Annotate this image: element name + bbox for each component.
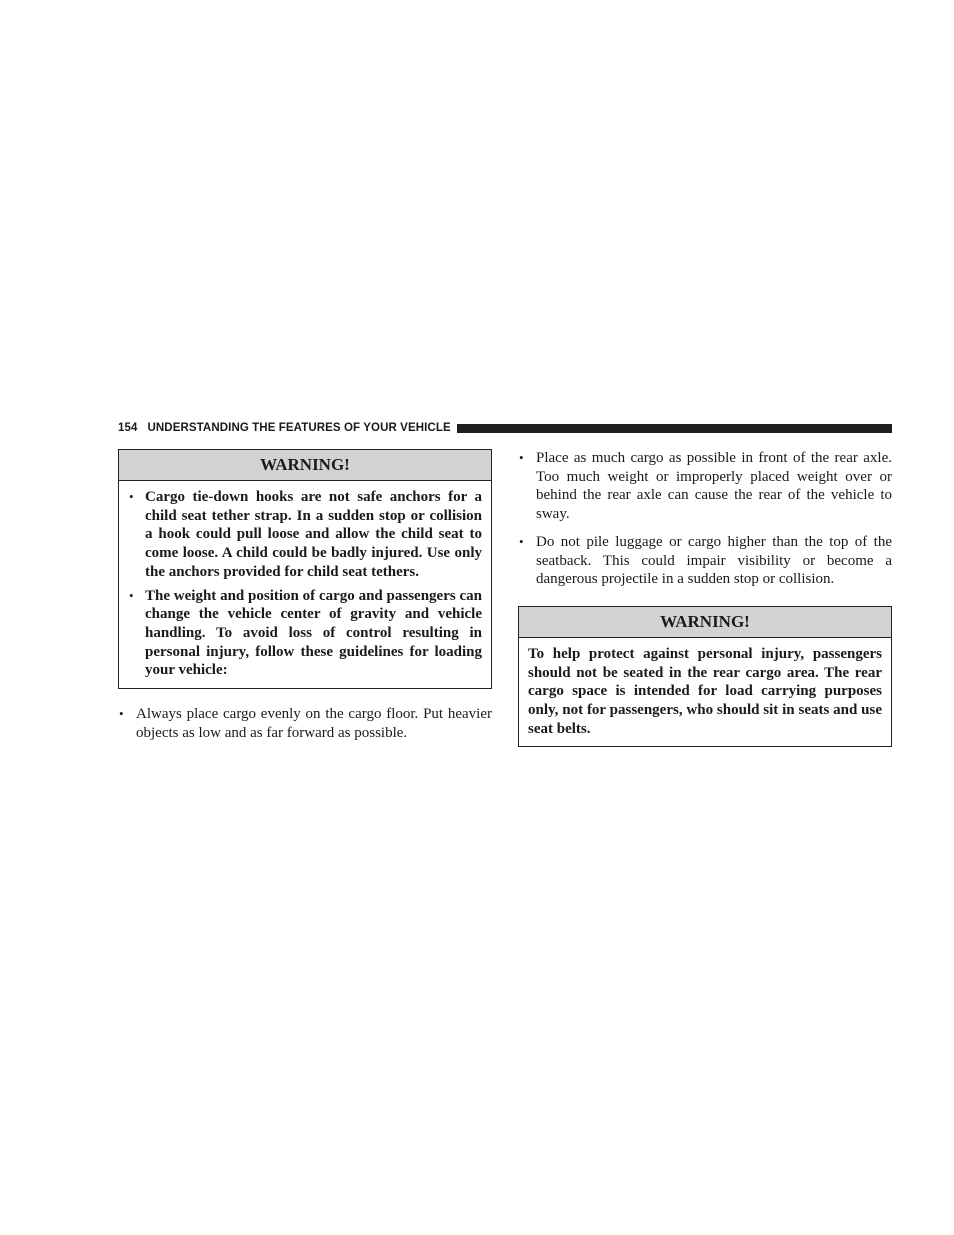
- warning-body: [119, 481, 491, 688]
- loading-guidelines-list: [118, 705, 492, 742]
- bullet-icon: •: [119, 706, 124, 722]
- warning-list-item: [128, 488, 482, 582]
- left-column: [118, 449, 492, 751]
- list-item-text: Do not pile luggage or cargo higher than the top of the seatback. This could impair visibility or become a dangerous projectile in a sudden stop or collision.: [536, 533, 892, 588]
- warning-item-text: Cargo tie-down hooks are not safe anchors for a child seat tether strap. In a sudden stop or collision a hook could pull loose and allow the child seat to come loose. A child could be badly injured. Use only the anchors provided for child seat tethers.: [145, 489, 482, 580]
- list-item: [118, 705, 492, 742]
- section-title: UNDERSTANDING THE FEATURES OF YOUR VEHICLE: [147, 422, 451, 434]
- warning-box-rear-cargo: [518, 606, 892, 748]
- list-item: [518, 533, 892, 589]
- list-item-text: Always place cargo evenly on the cargo floor. Put heavier objects as low and as far forward as possible.: [136, 706, 492, 741]
- bullet-icon: •: [519, 533, 524, 549]
- list-item: [518, 449, 892, 524]
- warning-list-item: [128, 587, 482, 681]
- loading-guidelines-list-continued: [518, 449, 892, 589]
- warning-title: WARNING!: [519, 607, 891, 638]
- warning-list: [128, 488, 482, 680]
- page-number: 154: [118, 422, 138, 434]
- warning-item-text: The weight and position of cargo and passengers can change the vehicle center of gravity and vehicle handling. To avoid loss of control resulting in personal injury, follow these guidelines for loading your vehicle:: [145, 587, 482, 679]
- right-column: [518, 449, 892, 747]
- bullet-icon: •: [129, 587, 134, 603]
- header-rule-bar: [457, 424, 892, 433]
- warning-title: WARNING!: [119, 450, 491, 481]
- page-header: [118, 419, 892, 437]
- bullet-icon: •: [519, 450, 524, 465]
- warning-body: To help protect against personal injury, passengers should not be seated in the rear cargo area. The rear cargo space is intended for load carrying purposes only, not for passengers, who should sit in seats and use seat belts.: [528, 645, 882, 737]
- warning-box-child-tether: [118, 449, 492, 689]
- bullet-icon: •: [129, 489, 134, 504]
- list-item-text: Place as much cargo as possible in front of the rear axle. Too much weight or improperly placed weight over or behind the rear axle can cause the rear of the vehicle to sway.: [536, 450, 892, 523]
